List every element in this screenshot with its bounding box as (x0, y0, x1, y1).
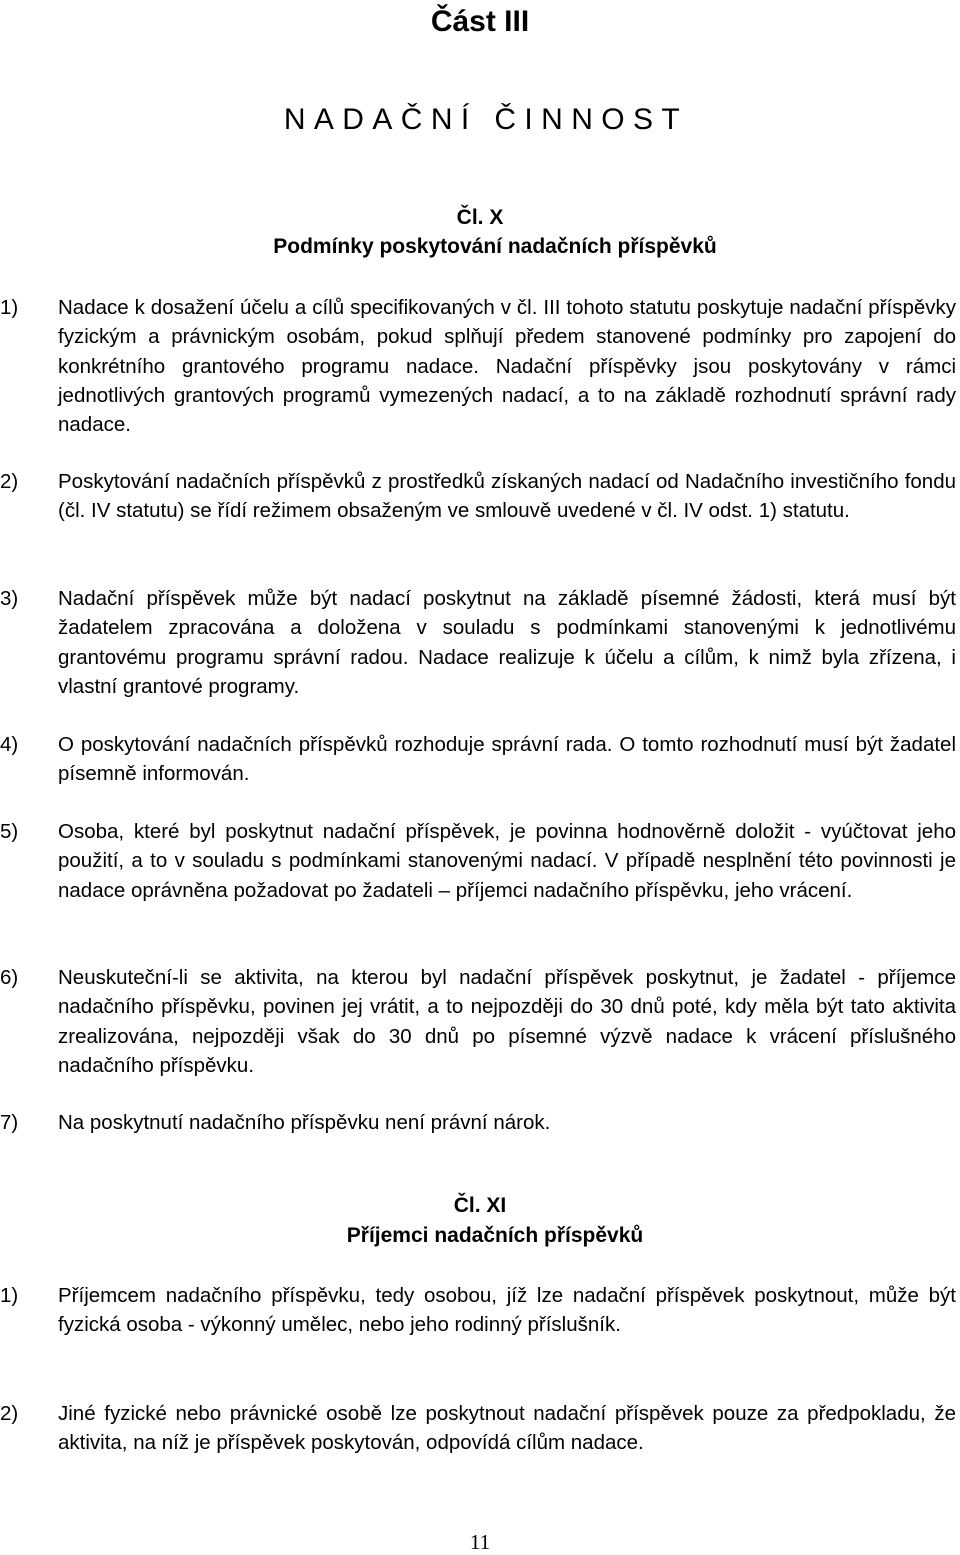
section-title: NADAČNÍ ČINNOST (283, 103, 689, 136)
paragraph-number: 4) (0, 733, 19, 756)
chapter-number: Čl. X (456, 206, 504, 229)
page-number: 11 (469, 1530, 491, 1554)
paragraph (0, 963, 956, 1080)
paragraph-number: 1) (0, 296, 19, 319)
paragraph (0, 730, 956, 789)
paragraph-text: Neuskuteční-li se aktivita, na kterou byl nadační příspěvek poskytnut, je žadatel - příjemce nadačního příspěvku, povinen jej vrátit, a to nejpozději do 30 dnů poté, kdy měla být tato aktivita zrealizována, nejpozději však do 30 dnů po písemné výzvě nadace k vrácení příslušného nadačního příspěvku. (58, 966, 956, 1077)
paragraph-number: 7) (0, 1111, 19, 1134)
paragraph (0, 1281, 956, 1340)
paragraph-number: 1) (0, 1284, 19, 1307)
paragraph-number: 2) (0, 1402, 19, 1425)
part-title: Část III (430, 5, 530, 38)
paragraph-text: Poskytování nadačních příspěvků z prostředků získaných nadací od Nadačního investičního fondu (čl. IV statutu) se řídí režimem obsaženým ve smlouvě uvedené v čl. IV odst. 1) statutu. (58, 470, 956, 523)
paragraph-text: Příjemcem nadačního příspěvku, tedy osobou, jíž lze nadační příspěvek poskytnout, může být fyzická osoba - výkonný umělec, nebo jeho rodinný příslušník. (58, 1284, 956, 1337)
paragraph-text: Nadace k dosažení účelu a cílů specifikovaných v čl. III tohoto statutu poskytuje nadační příspěvky fyzickým a právnickým osobám, pokud splňují předem stanovené podmínky pro zapojení do konkrétního grantového programu nadace. Nadační příspěvky jsou poskytovány v rámci jednotlivých grantových programů vymezených nadací, a to na základě rozhodnutí správní rady nadace. (58, 296, 956, 437)
paragraph (0, 817, 956, 905)
paragraph-text: Na poskytnutí nadačního příspěvku není právní nárok. (58, 1111, 551, 1134)
paragraph (0, 1399, 956, 1458)
paragraph (0, 293, 956, 439)
paragraph-number: 6) (0, 966, 19, 989)
paragraph (0, 1108, 956, 1137)
paragraph-text: Osoba, které byl poskytnut nadační příspěvek, je povinna hodnověrně doložit - vyúčtovat jeho použití, a to v souladu s podmínkami stanovenými nadací. V případě nesplnění této povinnosti je nadace oprávněna požadovat po žadateli – příjemci nadačního příspěvku, jeho vrácení. (58, 820, 956, 902)
paragraph-text: Jiné fyzické nebo právnické osobě lze poskytnout nadační příspěvek pouze za předpokladu, že aktivita, na níž je příspěvek poskytován, odpovídá cílům nadace. (58, 1402, 956, 1455)
chapter-number: Čl. XI (453, 1194, 507, 1217)
paragraph-number: 3) (0, 587, 19, 610)
paragraph-number: 2) (0, 470, 19, 493)
paragraph-text: Nadační příspěvek může být nadací poskytnut na základě písemné žádosti, která musí být žadatelem zpracována a doložena v souladu s podmínkami stanovenými k jednotlivému grantovému programu správní radou. Nadace realizuje k účelu a cílům, k nimž byla zřízena, i vlastní grantové programy. (58, 587, 956, 698)
paragraph (0, 584, 956, 701)
paragraph-text: O poskytování nadačních příspěvků rozhoduje správní rada. O tomto rozhodnutí musí být žadatel písemně informován. (58, 733, 956, 786)
chapter-title: Příjemci nadačních příspěvků (346, 1224, 644, 1247)
paragraph (0, 467, 956, 526)
paragraph-number: 5) (0, 820, 19, 843)
chapter-title: Podmínky poskytování nadačních příspěvků (273, 235, 717, 258)
